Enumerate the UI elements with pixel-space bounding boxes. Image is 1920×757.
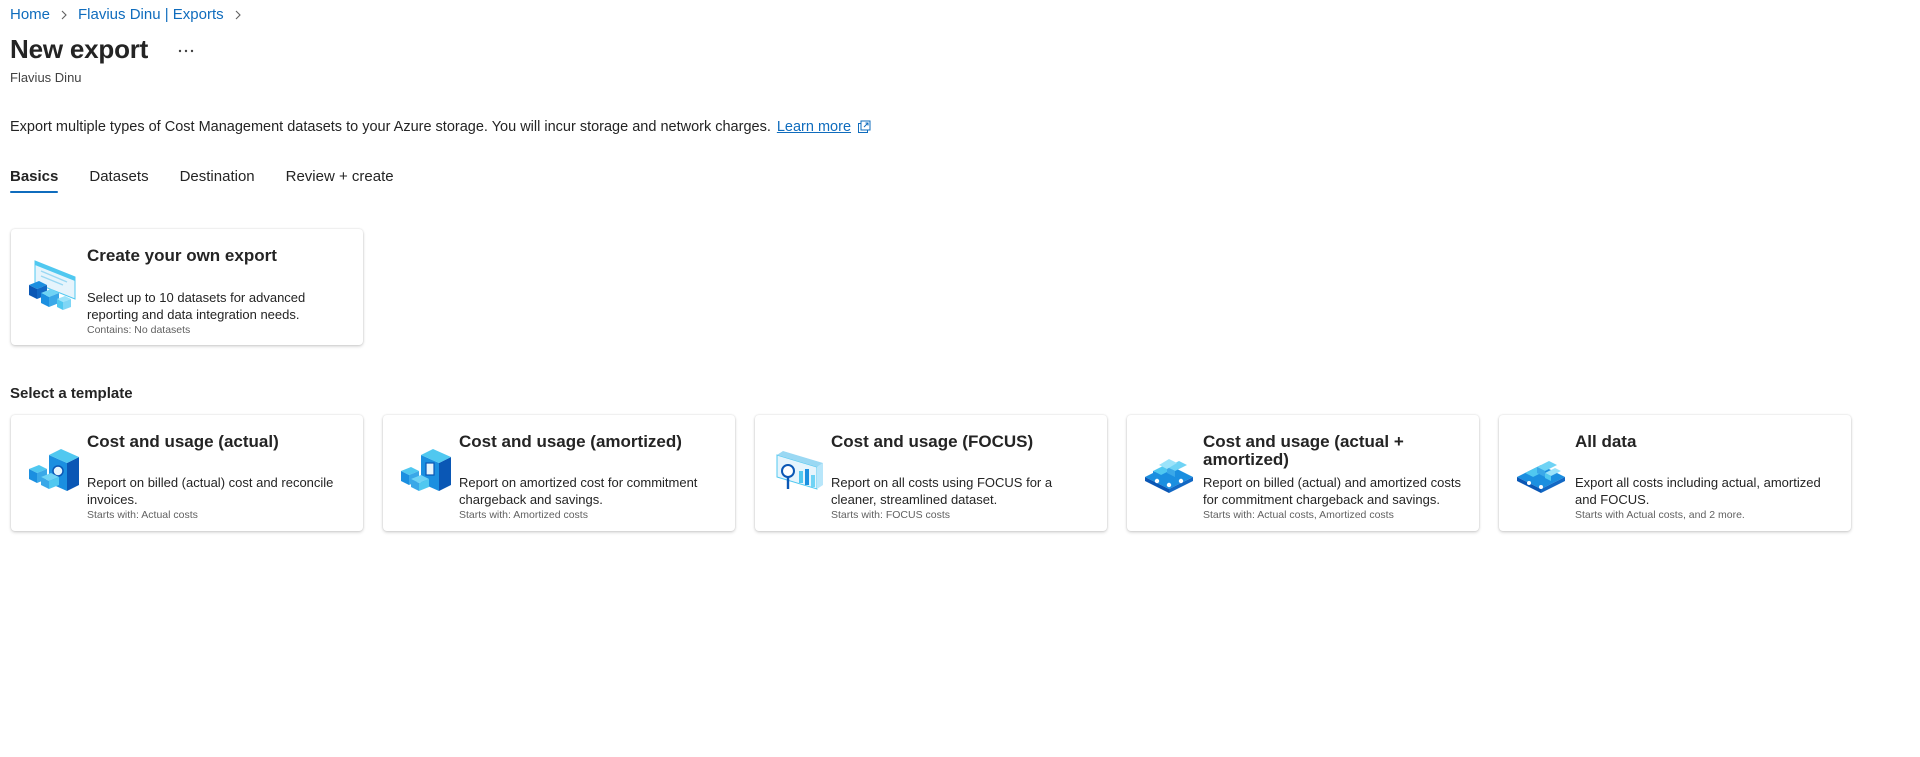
ellipsis-icon — [178, 49, 194, 53]
card-meta: Starts with: Actual costs — [87, 509, 198, 521]
description-text: Export multiple types of Cost Management datasets to your Azure storage. You will incur storage and network charges. — [10, 119, 771, 135]
tab-datasets[interactable]: Datasets — [89, 168, 149, 185]
page-subtitle: Flavius Dinu — [10, 70, 82, 85]
card-title: Cost and usage (FOCUS) — [831, 432, 1034, 451]
tab-review-create[interactable]: Review + create — [285, 168, 394, 185]
create-own-export-card[interactable] — [11, 229, 363, 345]
page-title: New export — [10, 34, 149, 64]
card-meta: Contains: No datasets — [87, 324, 191, 336]
learn-more-link[interactable]: Learn more — [776, 119, 852, 135]
description — [10, 119, 871, 135]
card-meta: Starts with: Amortized costs — [459, 509, 588, 521]
card-description: Report on amortized cost for commitment chargeback and savings. — [459, 475, 698, 507]
title-row — [10, 34, 198, 65]
tab-basics[interactable]: Basics — [10, 168, 58, 193]
card-description: Report on billed (actual) cost and reconcile invoices. — [87, 475, 334, 507]
chevron-right-icon — [59, 10, 69, 20]
breadcrumb-exports-link[interactable]: Flavius Dinu | Exports — [78, 6, 224, 23]
focus-cost-icon — [771, 441, 825, 501]
card-title: Cost and usage (actual + amortized) — [1203, 432, 1404, 469]
card-meta: Starts with: FOCUS costs — [831, 509, 951, 521]
template-card-actual[interactable] — [11, 415, 363, 531]
select-template-label: Select a template — [10, 385, 133, 402]
amortized-cost-icon — [399, 441, 453, 501]
card-meta: Starts with Actual costs, and 2 more. — [1575, 509, 1745, 521]
card-meta: Starts with: Actual costs, Amortized costs — [1203, 509, 1394, 521]
card-title: All data — [1575, 432, 1637, 451]
tab-list — [10, 168, 425, 193]
open-in-new-window-icon[interactable] — [857, 120, 871, 134]
card-description: Report on billed (actual) and amortized costs for commitment chargeback and savings. — [1203, 475, 1461, 507]
breadcrumb — [10, 5, 252, 25]
tab-destination[interactable]: Destination — [179, 168, 255, 185]
more-options-button[interactable] — [174, 39, 198, 63]
card-description: Export all costs including actual, amortized and FOCUS. — [1575, 475, 1821, 507]
card-title: Create your own export — [87, 246, 277, 265]
template-card-amortized[interactable] — [383, 415, 735, 531]
template-card-focus[interactable] — [755, 415, 1107, 531]
template-card-all-data[interactable] — [1499, 415, 1851, 531]
template-card-actual-amortized[interactable] — [1127, 415, 1479, 531]
card-description: Report on all costs using FOCUS for a cleaner, streamlined dataset. — [831, 475, 1053, 507]
actual-cost-icon — [27, 441, 81, 501]
card-title: Cost and usage (amortized) — [459, 432, 682, 451]
actual-amortized-cost-icon — [1143, 441, 1197, 501]
card-title: Cost and usage (actual) — [87, 432, 279, 451]
chevron-right-icon — [233, 10, 243, 20]
all-data-icon — [1515, 441, 1569, 501]
custom-export-icon — [27, 255, 81, 315]
breadcrumb-home-link[interactable]: Home — [10, 6, 51, 23]
card-description: Select up to 10 datasets for advanced reporting and data integration needs. — [87, 290, 306, 322]
